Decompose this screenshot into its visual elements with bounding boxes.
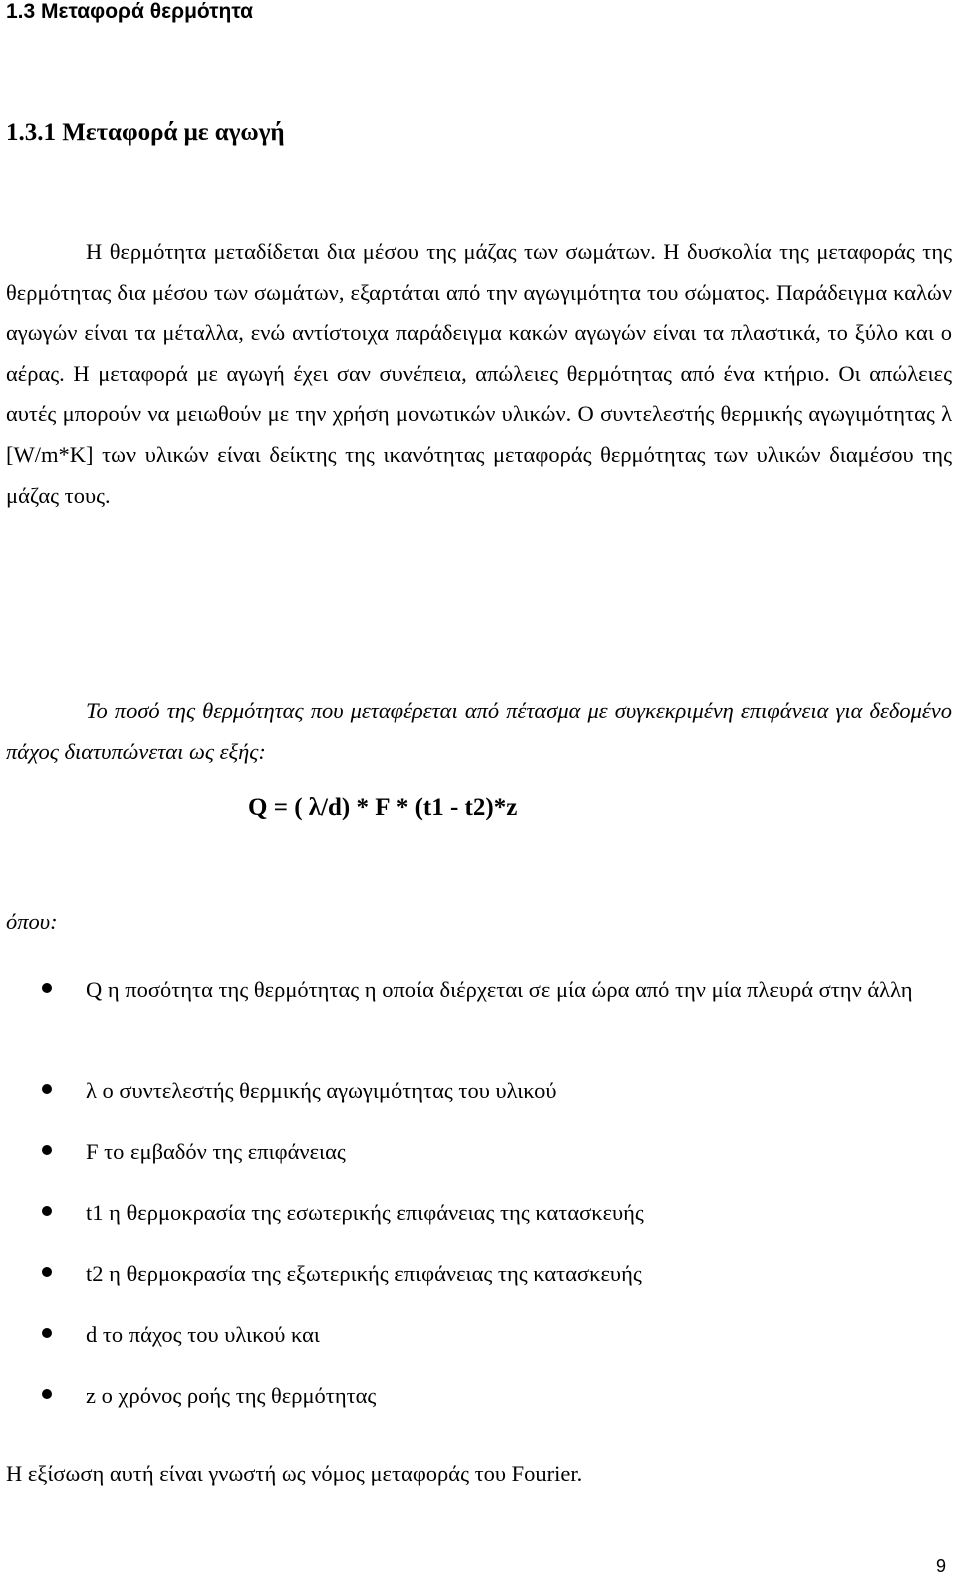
bullet-icon xyxy=(42,1145,52,1155)
definition-text: t2 η θερμοκρασία της εξωτερικής επιφάνειας της κατασκευής xyxy=(86,1261,642,1286)
page-number: 9 xyxy=(935,1556,946,1576)
list-item xyxy=(0,1376,960,1437)
subsection-heading: 1.3.1 Μεταφορά με αγωγή xyxy=(6,119,285,146)
definition-text: d το πάχος του υλικού και xyxy=(86,1322,320,1347)
definition-text: z ο χρόνος ροής της θερμότητας xyxy=(86,1383,377,1408)
formula-intro-paragraph xyxy=(6,691,952,772)
definition-text: λ ο συντελεστής θερμικής αγωγιμότητας του υλικού xyxy=(86,1078,557,1103)
list-item xyxy=(0,970,960,1071)
where-label: όπου: xyxy=(6,909,58,934)
formula-intro-text: Το ποσό της θερμότητας που μεταφέρεται από πέτασμα με συγκεκριμένη επιφάνεια για δεδομένο πάχος διατυπώνεται ως εξής: xyxy=(6,698,952,764)
bullet-icon xyxy=(42,1267,52,1277)
bullet-icon xyxy=(42,1084,52,1094)
definition-text: t1 η θερμοκρασία της εσωτερικής επιφάνειας της κατασκευής xyxy=(86,1200,644,1225)
list-item xyxy=(0,1132,960,1193)
definition-text: Q η ποσότητα της θερμότητας η οποία διέρχεται σε μία ώρα από την μία πλευρά στην άλλη xyxy=(86,977,913,1002)
fourier-formula: Q = ( λ/d) * F * (t1 - t2)*z xyxy=(248,794,518,821)
list-item xyxy=(0,1254,960,1315)
list-item xyxy=(0,1193,960,1254)
bullet-icon xyxy=(42,1389,52,1399)
bullet-icon xyxy=(42,1206,52,1216)
bullet-icon xyxy=(42,1328,52,1338)
definitions-list xyxy=(0,970,960,1437)
intro-paragraph-text: Η θερμότητα μεταδίδεται δια μέσου της μάζας των σωμάτων. Η δυσκολία της μεταφοράς της θερμότητας δια μέσου των σωμάτων, εξαρτάται από την αγωγιμότητα του σώματος. Παράδειγμα καλών αγωγών είναι τα μέταλλα, ενώ αντίστοιχα παράδειγμα κακών αγωγών είναι τα πλαστικά, το ξύλο και ο αέρας. Η μεταφορά με αγωγή έχει σαν συνέπεια, απώλειες θερμότητας από ένα κτήριο. Οι απώλειες αυτές μπορούν να μειωθούν με την χρήση μονωτικών υλικών. Ο συντελεστής θερμικής αγωγιμότητας λ [W/m*K] των υλικών είναι δείκτης της ικανότητας μεταφοράς θερμότητας των υλικών διαμέσου της μάζας τους. xyxy=(6,239,952,508)
intro-paragraph xyxy=(6,232,952,516)
list-item xyxy=(0,1315,960,1376)
section-heading: 1.3 Μεταφορά θερμότητα xyxy=(6,0,254,23)
bullet-icon xyxy=(42,983,52,993)
definition-text: F το εμβαδόν της επιφάνειας xyxy=(86,1139,346,1164)
closing-sentence: Η εξίσωση αυτή είναι γνωστή ως νόμος μεταφοράς του Fourier. xyxy=(6,1461,583,1486)
list-item xyxy=(0,1071,960,1132)
